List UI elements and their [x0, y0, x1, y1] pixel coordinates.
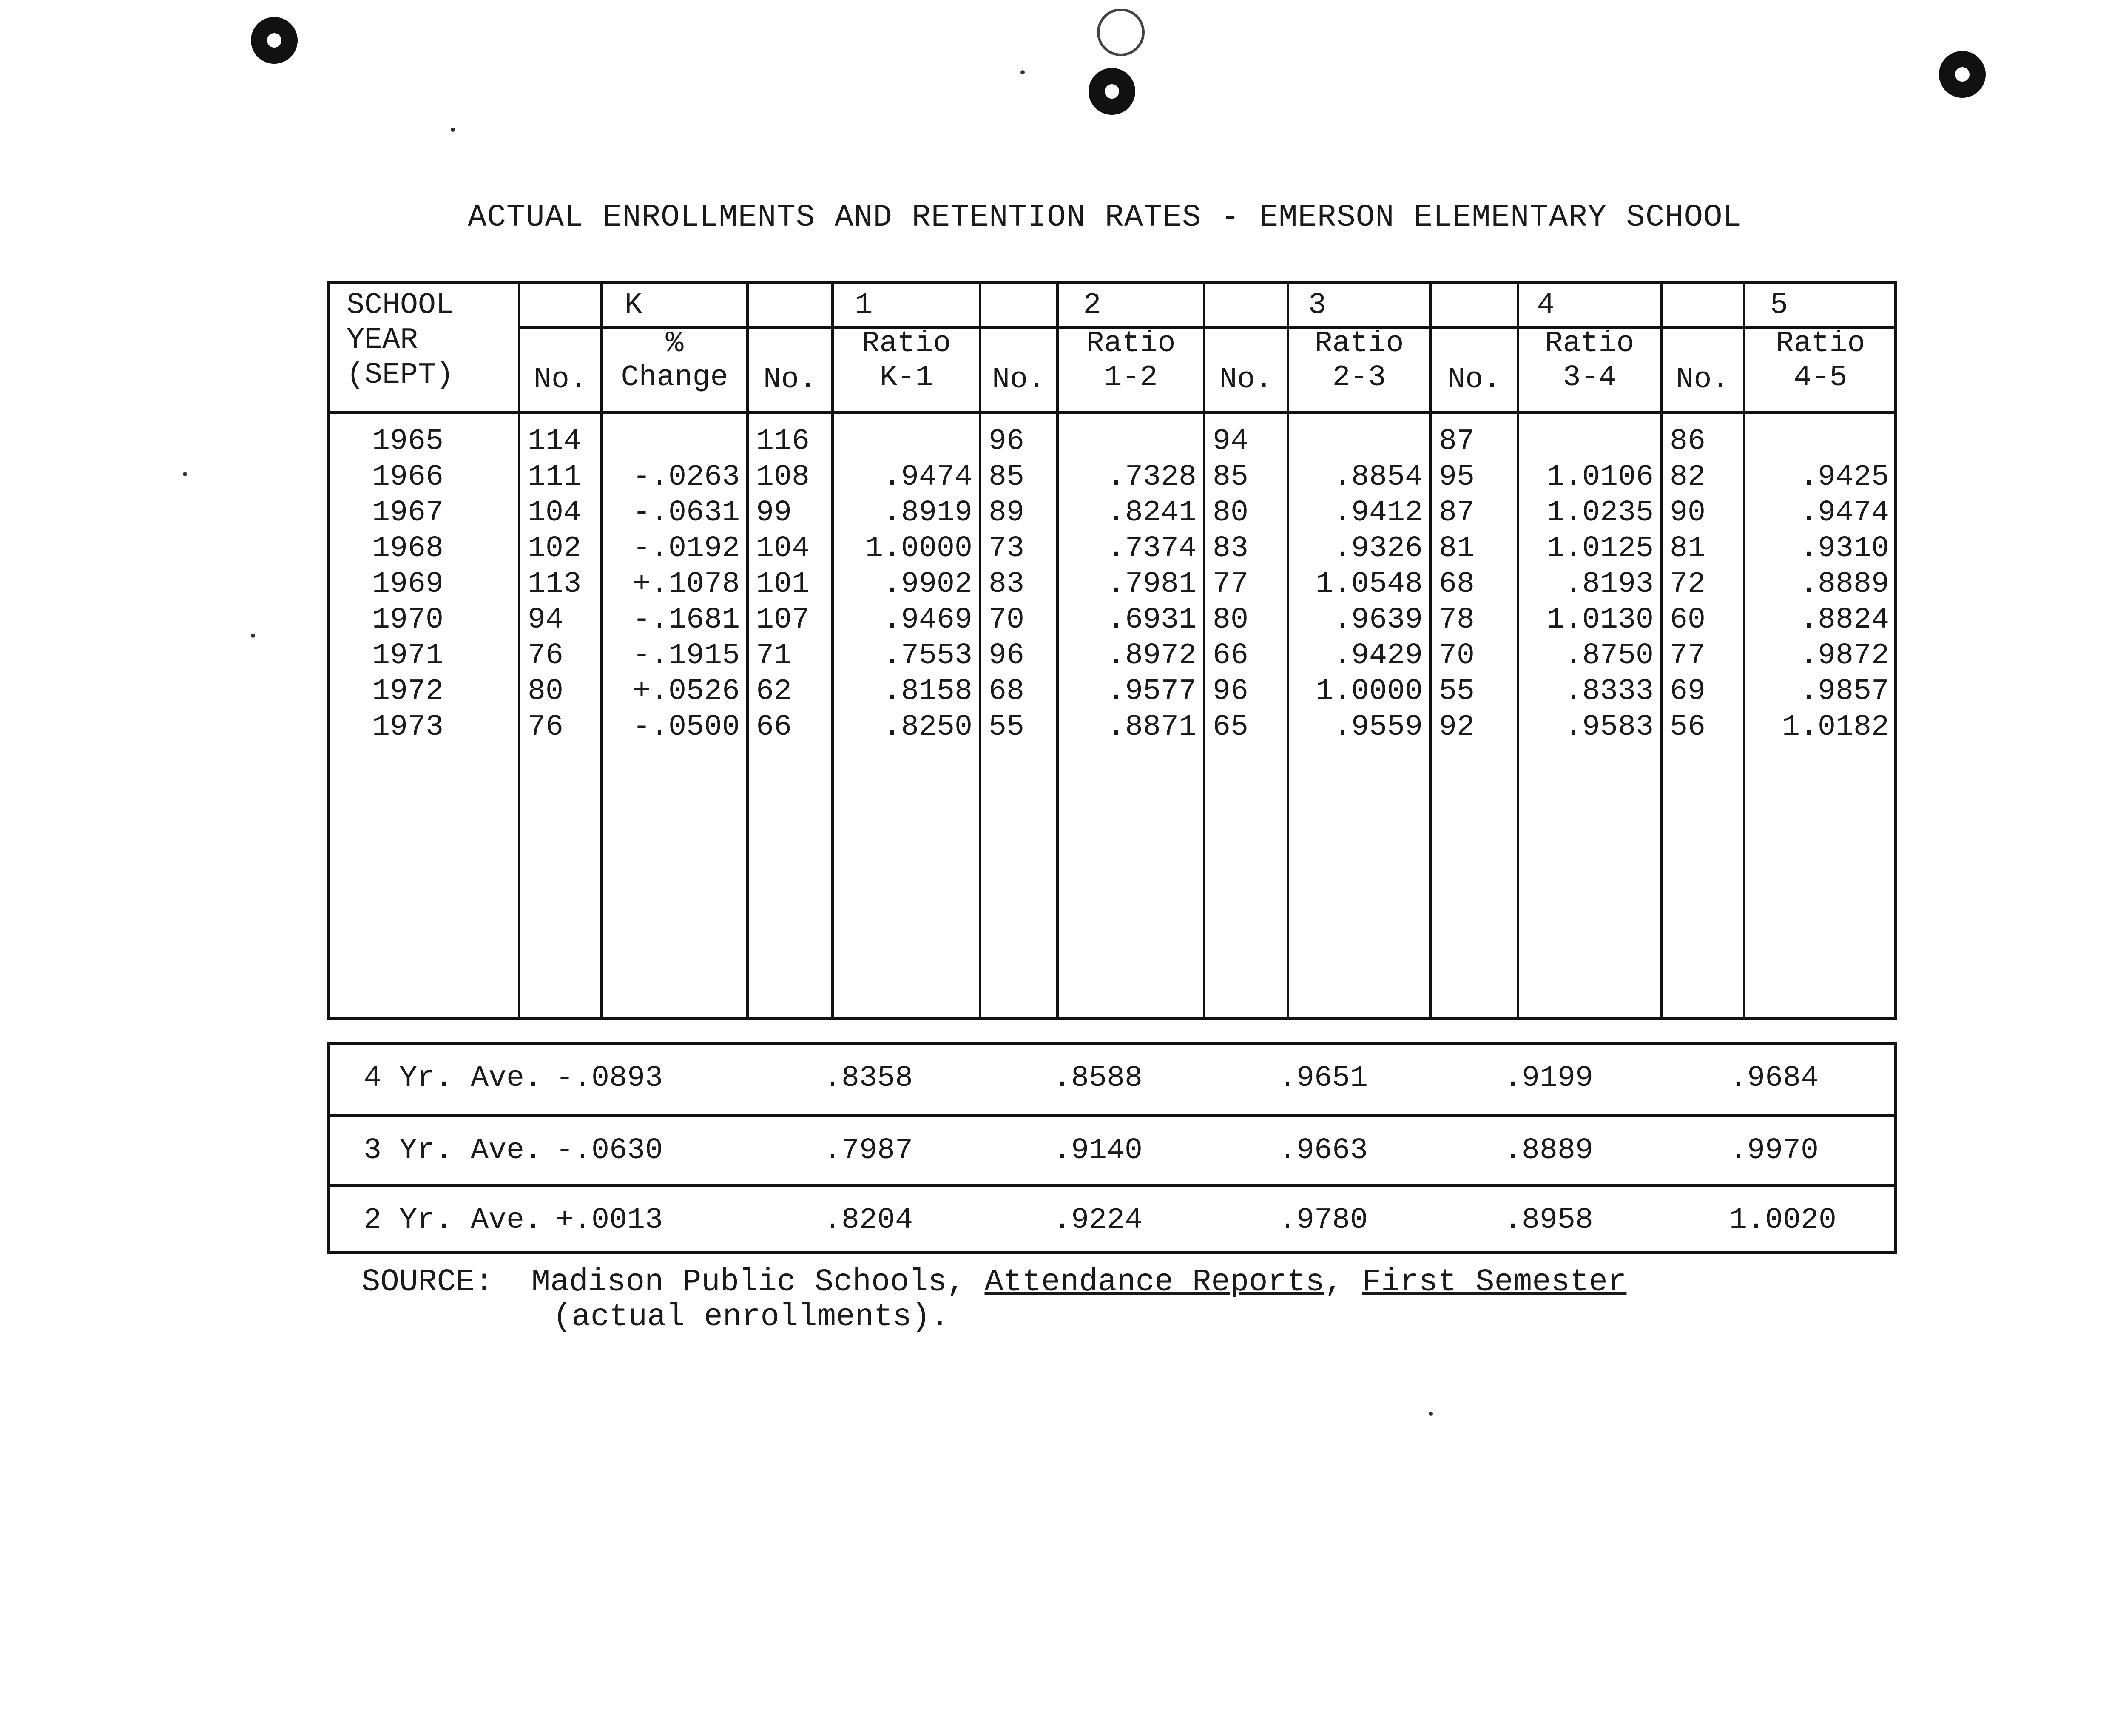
table-cell: 72 [1670, 568, 1706, 601]
table-cell: 70 [1439, 639, 1475, 673]
table-cell: .9310 [1799, 532, 1889, 565]
table-cell: .8854 [1333, 460, 1423, 494]
enrollment-table [327, 281, 1897, 1020]
grade-header: 2 [1083, 289, 1101, 322]
ratio-range-header: 1-2 [1104, 361, 1158, 395]
ratio-header: Ratio [1545, 327, 1634, 361]
average-value: .9970 [1729, 1134, 1819, 1168]
table-cell-year: 1967 [372, 496, 444, 530]
table-cell: .9425 [1799, 460, 1889, 494]
table-cell: .8333 [1564, 675, 1654, 708]
table-cell: .9412 [1333, 496, 1423, 530]
table-cell: 55 [1439, 675, 1475, 708]
source-line-1 [361, 1265, 1626, 1300]
table-cell: 1.0235 [1546, 496, 1654, 530]
table-cell: .8750 [1564, 639, 1654, 673]
table-cell: 62 [756, 675, 792, 708]
scan-speck [183, 472, 187, 476]
table-cell: .7374 [1107, 532, 1197, 565]
table-cell: 1.0130 [1546, 603, 1654, 637]
table-cell-year: 1966 [372, 460, 444, 494]
average-value: -.0893 [556, 1062, 663, 1095]
grade-header: 1 [855, 289, 873, 322]
grade-header: K [624, 289, 642, 322]
table-cell: 1.0000 [865, 532, 972, 565]
table-cell: +.0526 [632, 675, 740, 708]
table-cell: .9902 [883, 568, 972, 601]
school-year-header: (SEPT) [347, 358, 454, 392]
table-cell: 78 [1439, 603, 1475, 637]
source-note [361, 1265, 1626, 1335]
table-cell: 66 [1213, 639, 1249, 673]
table-cell: -.0263 [632, 460, 740, 494]
average-value: .7987 [824, 1134, 913, 1168]
table-cell: .8871 [1107, 710, 1197, 744]
table-cell: 85 [1213, 460, 1249, 494]
table-cell: .9857 [1799, 675, 1889, 708]
average-value: 1.0020 [1729, 1204, 1837, 1237]
table-cell: 77 [1670, 639, 1706, 673]
table-cell: 87 [1439, 425, 1475, 458]
average-value: +.0013 [556, 1204, 663, 1237]
table-cell: 96 [989, 425, 1025, 458]
table-cell: .8158 [883, 675, 972, 708]
average-row [330, 1114, 1894, 1186]
average-value: .9140 [1053, 1134, 1143, 1168]
table-cell: 108 [756, 460, 810, 494]
table-cell: 104 [528, 496, 582, 530]
punch-hole-center [1089, 68, 1135, 115]
ratio-range-header: 4-5 [1793, 361, 1847, 395]
table-cell: .6931 [1107, 603, 1197, 637]
scan-speck [251, 634, 255, 638]
no-header: No. [992, 363, 1046, 397]
pct-header: % [665, 327, 684, 361]
punch-hole-center-ring [1097, 9, 1145, 56]
table-cell: +.1078 [632, 568, 740, 601]
average-value: .8588 [1053, 1062, 1143, 1095]
table-cell: -.1915 [632, 639, 740, 673]
school-year-header: YEAR [347, 324, 418, 357]
page-title: ACTUAL ENROLLMENTS AND RETENTION RATES - EMERSON ELEMENTARY SCHOOL [468, 200, 1742, 236]
table-cell: 111 [528, 460, 582, 494]
table-cell: .9559 [1333, 710, 1423, 744]
table-cell: .7553 [883, 639, 972, 673]
header-divider [330, 411, 1894, 414]
table-cell: 92 [1439, 710, 1475, 744]
table-cell: 81 [1439, 532, 1475, 565]
grade-header: 5 [1770, 289, 1788, 322]
source-label: SOURCE: [361, 1264, 494, 1300]
table-cell: 1.0000 [1315, 675, 1423, 708]
source-semester: First Semester [1362, 1264, 1627, 1300]
table-cell: 71 [756, 639, 792, 673]
average-label: 2 Yr. Ave. [364, 1204, 543, 1237]
table-cell: 99 [756, 496, 792, 530]
no-header: No. [533, 363, 588, 397]
punch-hole-left [251, 17, 298, 64]
no-header: No. [763, 363, 817, 397]
table-cell: .8919 [883, 496, 972, 530]
table-cell: .8193 [1564, 568, 1654, 601]
table-cell: 83 [1213, 532, 1249, 565]
average-value: -.0630 [556, 1134, 663, 1168]
table-cell: .9577 [1107, 675, 1197, 708]
table-cell: .8824 [1799, 603, 1889, 637]
ratio-header: Ratio [1314, 327, 1404, 361]
average-row [330, 1184, 1894, 1256]
table-cell: .9326 [1333, 532, 1423, 565]
table-cell-year: 1968 [372, 532, 444, 565]
table-cell: 73 [989, 532, 1025, 565]
average-value: .9684 [1729, 1062, 1819, 1095]
table-cell: 1.0182 [1782, 710, 1889, 744]
table-cell: 96 [1213, 675, 1249, 708]
table-cell: 70 [989, 603, 1025, 637]
ratio-header: Ratio [861, 327, 951, 361]
table-cell: .9583 [1564, 710, 1654, 744]
table-cell: 89 [989, 496, 1025, 530]
source-sep: , [1324, 1264, 1344, 1300]
average-value: .9780 [1279, 1204, 1368, 1237]
table-cell: 66 [756, 710, 792, 744]
scan-speck [451, 128, 455, 132]
no-header: No. [1676, 363, 1730, 397]
table-cell: 104 [756, 532, 810, 565]
table-cell: 80 [528, 675, 564, 708]
table-cell: 83 [989, 568, 1025, 601]
grade-header: 4 [1537, 289, 1555, 322]
source-report: Attendance Reports [984, 1264, 1324, 1300]
table-cell: -.0631 [632, 496, 740, 530]
average-value: .8358 [824, 1062, 913, 1095]
table-cell: .9639 [1333, 603, 1423, 637]
no-header: No. [1219, 363, 1273, 397]
no-header: No. [1447, 363, 1501, 397]
table-cell: 87 [1439, 496, 1475, 530]
ratio-range-header: 3-4 [1563, 361, 1617, 395]
table-cell: 102 [528, 532, 582, 565]
table-cell: .9872 [1799, 639, 1889, 673]
table-cell: 113 [528, 568, 582, 601]
table-cell: 77 [1213, 568, 1249, 601]
table-cell: 82 [1670, 460, 1706, 494]
table-cell: -.0500 [632, 710, 740, 744]
table-cell-year: 1970 [372, 603, 444, 637]
source-org: Madison Public Schools, [531, 1264, 966, 1300]
table-cell: 69 [1670, 675, 1706, 708]
table-cell: 65 [1213, 710, 1249, 744]
punch-hole-right [1939, 51, 1986, 98]
table-cell: 94 [1213, 425, 1249, 458]
table-cell: 81 [1670, 532, 1706, 565]
scan-speck [1429, 1412, 1433, 1416]
table-cell: 68 [989, 675, 1025, 708]
table-cell: -.1681 [632, 603, 740, 637]
ratio-header: Ratio [1776, 327, 1865, 361]
table-cell: 76 [528, 639, 564, 673]
table-cell: 86 [1670, 425, 1706, 458]
table-cell: 55 [989, 710, 1025, 744]
ratio-range-header: 2-3 [1332, 361, 1386, 395]
table-cell-year: 1965 [372, 425, 444, 458]
table-cell: .9429 [1333, 639, 1423, 673]
change-header: Change [621, 361, 728, 395]
table-cell: 1.0125 [1546, 532, 1654, 565]
ratio-range-header: K-1 [879, 361, 933, 395]
ratio-header: Ratio [1086, 327, 1176, 361]
table-cell: .9474 [1799, 496, 1889, 530]
table-cell: 90 [1670, 496, 1706, 530]
table-cell: .8250 [883, 710, 972, 744]
average-value: .9224 [1053, 1204, 1143, 1237]
table-cell: 80 [1213, 496, 1249, 530]
table-cell: 76 [528, 710, 564, 744]
table-cell: 1.0106 [1546, 460, 1654, 494]
table-cell-year: 1972 [372, 675, 444, 708]
average-value: .8889 [1504, 1134, 1594, 1168]
table-cell: 116 [756, 425, 810, 458]
table-cell: 56 [1670, 710, 1706, 744]
table-cell: .9469 [883, 603, 972, 637]
table-cell: 96 [989, 639, 1025, 673]
average-value: .8204 [824, 1204, 913, 1237]
table-cell: 68 [1439, 568, 1475, 601]
table-cell: -.0192 [632, 532, 740, 565]
table-cell: 85 [989, 460, 1025, 494]
average-value: .9663 [1279, 1134, 1368, 1168]
average-row [330, 1045, 1894, 1114]
table-cell: 107 [756, 603, 810, 637]
grade-header: 3 [1308, 289, 1326, 322]
averages-table [327, 1042, 1897, 1254]
table-cell: .7328 [1107, 460, 1197, 494]
table-cell: 80 [1213, 603, 1249, 637]
table-cell: .8972 [1107, 639, 1197, 673]
school-year-header: SCHOOL [347, 289, 454, 322]
average-label: 3 Yr. Ave. [364, 1134, 543, 1168]
average-value: .9199 [1504, 1062, 1594, 1095]
table-cell: 94 [528, 603, 564, 637]
table-cell: 60 [1670, 603, 1706, 637]
source-line-2 [361, 1300, 1626, 1335]
average-value: .8958 [1504, 1204, 1594, 1237]
average-value: .9651 [1279, 1062, 1368, 1095]
table-cell: 1.0548 [1315, 568, 1423, 601]
table-cell: .8889 [1799, 568, 1889, 601]
table-cell: 101 [756, 568, 810, 601]
table-cell: 95 [1439, 460, 1475, 494]
source-note-text: (actual enrollments). [553, 1299, 949, 1335]
table-cell: .9474 [883, 460, 972, 494]
average-label: 4 Yr. Ave. [364, 1062, 543, 1095]
table-cell: 114 [528, 425, 582, 458]
table-cell-year: 1969 [372, 568, 444, 601]
table-cell: .7981 [1107, 568, 1197, 601]
table-cell-year: 1971 [372, 639, 444, 673]
scan-speck [1020, 70, 1025, 74]
table-cell-year: 1973 [372, 710, 444, 744]
table-cell: .8241 [1107, 496, 1197, 530]
